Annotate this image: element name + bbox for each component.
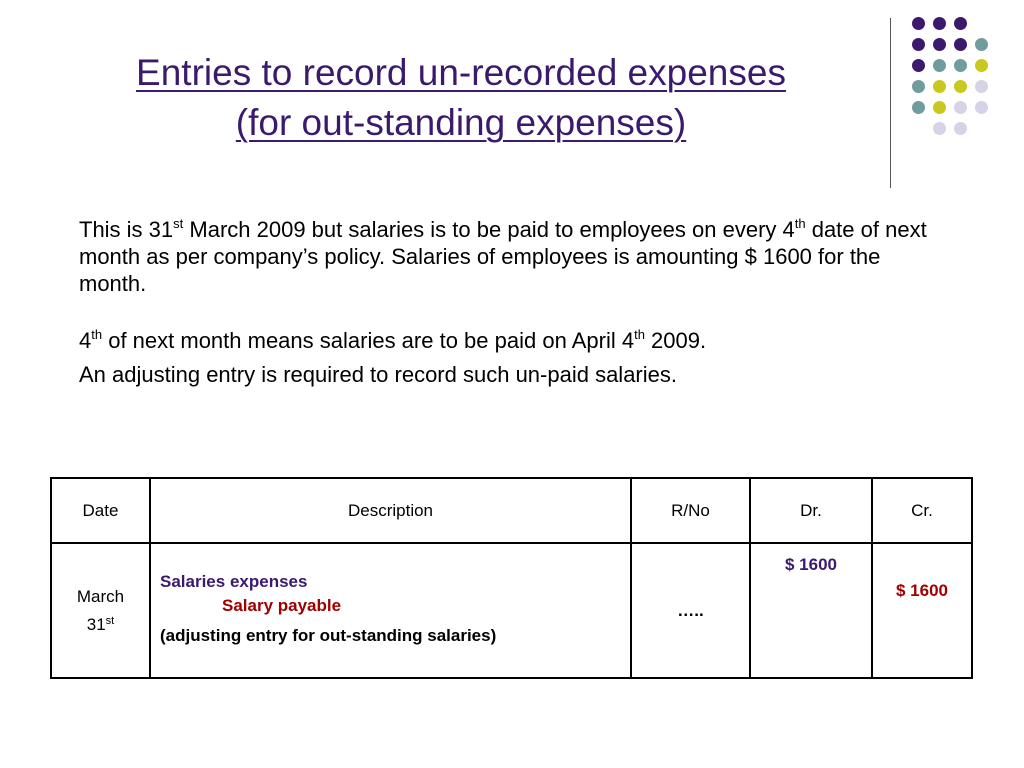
journal-entry-table <box>50 477 973 679</box>
decorative-dot <box>975 38 988 51</box>
header-dr: Dr. <box>750 478 872 543</box>
decorative-dot <box>933 80 946 93</box>
decorative-dot <box>954 38 967 51</box>
decorative-dot <box>975 80 988 93</box>
decorative-dot <box>933 101 946 114</box>
decorative-dot <box>933 38 946 51</box>
debit-account: Salaries expenses <box>160 572 308 591</box>
slide-body <box>79 216 939 388</box>
decorative-dot <box>975 101 988 114</box>
cell-description <box>150 543 631 678</box>
paragraph-scenario: This is 31st March 2009 but salaries is to be paid to employees on every 4th date of next month as per company’s policy. Salaries of employees is amounting $ 1600 for the month. <box>79 216 927 296</box>
header-rno: R/No <box>631 478 750 543</box>
credit-amount: $ 1600 <box>896 581 948 600</box>
date-day: 31 <box>86 614 106 634</box>
debit-amount: $ 1600 <box>785 555 837 574</box>
cell-cr <box>872 543 972 678</box>
decorative-dot <box>912 17 925 30</box>
decorative-dot <box>933 122 946 135</box>
credit-account: Salary payable <box>222 596 342 615</box>
entry-note: (adjusting entry for out-standing salaries) <box>160 626 497 645</box>
decorative-dot <box>954 17 967 30</box>
table-header-row <box>51 478 972 543</box>
decorative-dot <box>933 59 946 72</box>
cell-dr <box>750 543 872 678</box>
title-line-2: (for out-standing expenses) <box>235 102 687 143</box>
paragraph-payment-date: 4th of next month means salaries are to be paid on April 4th 2009. <box>79 327 707 353</box>
decorative-dot <box>954 80 967 93</box>
decorative-dot <box>954 101 967 114</box>
decorative-dot <box>954 122 967 135</box>
decorative-dot <box>954 59 967 72</box>
title-line-1: Entries to record un-recorded expenses <box>136 52 786 93</box>
paragraph-adjusting-entry: An adjusting entry is required to record such un-paid salaries. <box>79 362 677 387</box>
table-row <box>51 543 972 678</box>
decorative-dot <box>933 17 946 30</box>
header-cr: Cr. <box>872 478 972 543</box>
header-date: Date <box>51 478 150 543</box>
cell-date: March 31st <box>51 543 150 678</box>
decorative-dot <box>975 59 988 72</box>
date-month: March <box>76 586 125 606</box>
header-description: Description <box>150 478 631 543</box>
cell-rno: ….. <box>631 543 750 678</box>
slide-title <box>0 48 922 148</box>
